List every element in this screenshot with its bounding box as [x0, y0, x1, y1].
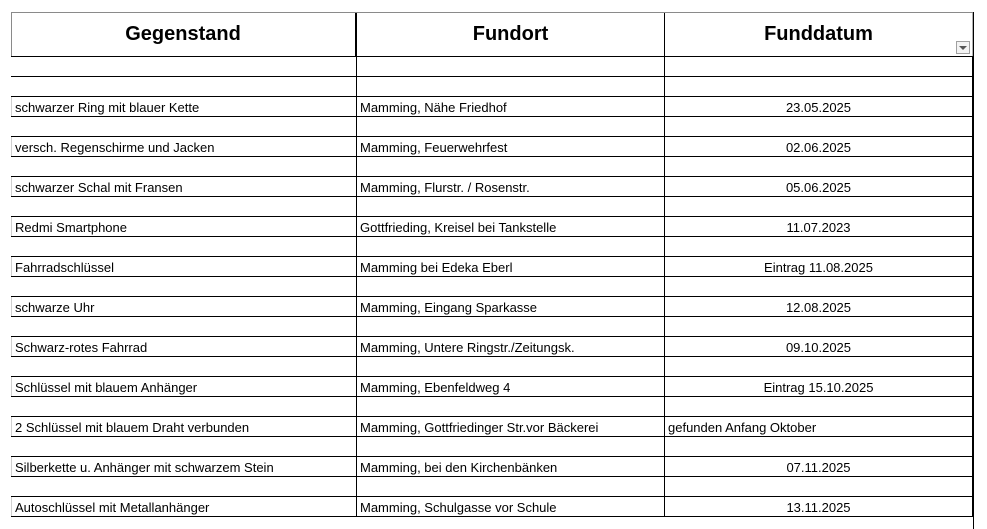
empty-cell[interactable] — [665, 317, 973, 336]
cell-location[interactable]: Mamming bei Edeka Eberl — [357, 257, 665, 276]
cell-location[interactable]: Mamming, Schulgasse vor Schule — [357, 497, 665, 516]
header-location[interactable]: Fundort — [357, 13, 665, 56]
header-row — [11, 12, 973, 57]
empty-cell[interactable] — [357, 197, 665, 216]
cell-location[interactable]: Mamming, Gottfriedinger Str.vor Bäckerei — [357, 417, 665, 436]
cell-date[interactable]: 23.05.2025 — [665, 97, 973, 116]
sheet-right-edge — [973, 12, 974, 529]
empty-cell[interactable] — [357, 157, 665, 176]
cell-item[interactable]: versch. Regenschirme und Jacken — [11, 137, 357, 156]
empty-cell[interactable] — [11, 357, 357, 376]
cell-date[interactable]: 11.07.2023 — [665, 217, 973, 236]
cell-date[interactable]: gefunden Anfang Oktober — [665, 417, 973, 436]
cell-location[interactable]: Mamming, Feuerwehrfest — [357, 137, 665, 156]
cell-item[interactable]: Schlüssel mit blauem Anhänger — [11, 377, 357, 396]
table-row — [11, 217, 973, 237]
empty-cell[interactable] — [11, 197, 357, 216]
table-row — [11, 417, 973, 437]
cell-date[interactable]: 12.08.2025 — [665, 297, 973, 316]
empty-row — [11, 357, 973, 377]
empty-cell[interactable] — [665, 357, 973, 376]
empty-cell[interactable] — [357, 277, 665, 296]
cell-location[interactable]: Gottfrieding, Kreisel bei Tankstelle — [357, 217, 665, 236]
cell-item[interactable]: schwarzer Schal mit Fransen — [11, 177, 357, 196]
cell-item[interactable]: Fahrradschlüssel — [11, 257, 357, 276]
empty-row — [11, 197, 973, 217]
empty-cell[interactable] — [357, 237, 665, 256]
empty-cell[interactable] — [11, 437, 357, 456]
empty-cell[interactable] — [357, 437, 665, 456]
empty-cell[interactable] — [11, 237, 357, 256]
table-body — [11, 77, 973, 517]
empty-cell[interactable] — [357, 117, 665, 136]
header-date[interactable] — [665, 13, 973, 56]
cell-location[interactable]: Mamming, Untere Ringstr./Zeitungsk. — [357, 337, 665, 356]
empty-cell[interactable] — [665, 77, 973, 96]
empty-row — [11, 77, 973, 97]
table-row — [11, 297, 973, 317]
table-row — [11, 377, 973, 397]
cell-date[interactable]: 07.11.2025 — [665, 457, 973, 476]
cell-date[interactable]: 02.06.2025 — [665, 137, 973, 156]
empty-cell[interactable] — [11, 477, 357, 496]
empty-cell[interactable] — [11, 157, 357, 176]
empty-cell[interactable] — [665, 117, 973, 136]
header-date-label: Funddatum — [764, 23, 873, 45]
empty-cell[interactable] — [357, 317, 665, 336]
empty-cell[interactable] — [665, 197, 973, 216]
cell-location[interactable]: Mamming, Ebenfeldweg 4 — [357, 377, 665, 396]
cell-item[interactable]: Schwarz-rotes Fahrrad — [11, 337, 357, 356]
cell-item[interactable]: Autoschlüssel mit Metallanhänger — [11, 497, 357, 516]
empty-row — [11, 397, 973, 417]
cell-item[interactable]: schwarzer Ring mit blauer Kette — [11, 97, 357, 116]
table-row — [11, 457, 973, 477]
empty-row — [11, 57, 973, 77]
table-row — [11, 497, 973, 517]
cell-item[interactable]: schwarze Uhr — [11, 297, 357, 316]
empty-cell[interactable] — [11, 77, 357, 96]
cell-item[interactable]: Redmi Smartphone — [11, 217, 357, 236]
empty-cell[interactable] — [11, 317, 357, 336]
chevron-down-icon — [959, 46, 967, 50]
empty-cell[interactable] — [357, 77, 665, 96]
filter-dropdown-icon[interactable] — [956, 41, 970, 54]
empty-cell[interactable] — [11, 397, 357, 416]
empty-row — [11, 317, 973, 337]
cell-item[interactable]: 2 Schlüssel mit blauem Draht verbunden — [11, 417, 357, 436]
empty-cell[interactable] — [11, 117, 357, 136]
cell-location[interactable]: Mamming, Eingang Sparkasse — [357, 297, 665, 316]
cell-date[interactable]: 05.06.2025 — [665, 177, 973, 196]
cell-date[interactable]: 13.11.2025 — [665, 497, 973, 516]
cell-location[interactable]: Mamming, Nähe Friedhof — [357, 97, 665, 116]
table-row — [11, 97, 973, 117]
empty-row — [11, 157, 973, 177]
empty-row — [11, 437, 973, 457]
empty-cell[interactable] — [357, 477, 665, 496]
empty-cell[interactable] — [665, 57, 973, 76]
empty-cell[interactable] — [665, 437, 973, 456]
empty-row — [11, 477, 973, 497]
empty-cell[interactable] — [11, 277, 357, 296]
table-row — [11, 137, 973, 157]
empty-cell[interactable] — [357, 57, 665, 76]
cell-item[interactable]: Silberkette u. Anhänger mit schwarzem Stein — [11, 457, 357, 476]
empty-row — [11, 117, 973, 137]
cell-location[interactable]: Mamming, bei den Kirchenbänken — [357, 457, 665, 476]
table-row — [11, 337, 973, 357]
empty-row — [11, 237, 973, 257]
cell-location[interactable]: Mamming, Flurstr. / Rosenstr. — [357, 177, 665, 196]
empty-row — [11, 277, 973, 297]
empty-cell[interactable] — [665, 397, 973, 416]
empty-cell[interactable] — [357, 357, 665, 376]
cell-date[interactable]: Eintrag 11.08.2025 — [665, 257, 973, 276]
table-row — [11, 257, 973, 277]
cell-date[interactable]: 09.10.2025 — [665, 337, 973, 356]
spreadsheet — [11, 12, 973, 517]
empty-cell[interactable] — [665, 157, 973, 176]
empty-cell[interactable] — [665, 237, 973, 256]
empty-cell[interactable] — [357, 397, 665, 416]
header-item[interactable]: Gegenstand — [11, 13, 357, 56]
empty-cell[interactable] — [665, 277, 973, 296]
empty-cell[interactable] — [11, 57, 357, 76]
table-row — [11, 177, 973, 197]
cell-date[interactable]: Eintrag 15.10.2025 — [665, 377, 973, 396]
empty-cell[interactable] — [665, 477, 973, 496]
